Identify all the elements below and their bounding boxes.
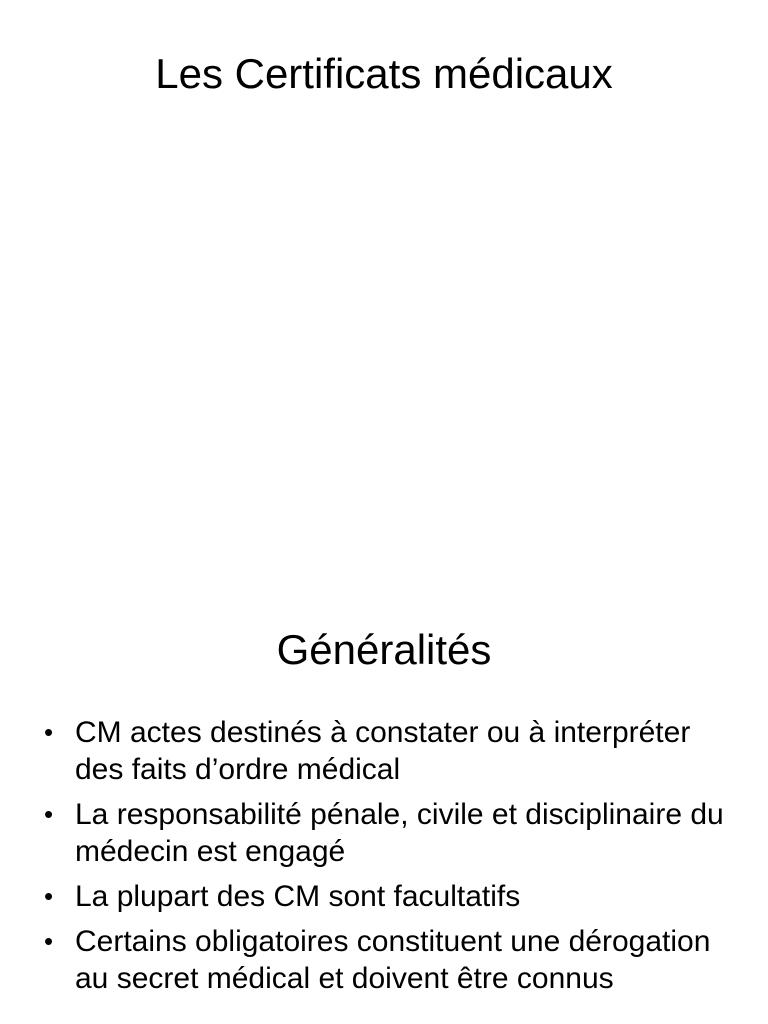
list-item xyxy=(44,714,744,788)
list-item-text: CM actes destinés à constater ou à interpréter des faits d’ordre médical xyxy=(75,716,691,786)
bullet-list xyxy=(44,714,744,1005)
section-title: Généralités xyxy=(276,626,492,673)
list-item xyxy=(44,878,744,915)
list-item xyxy=(44,796,744,870)
list-item-text: La responsabilité pénale, civile et disciplinaire du médecin est engagé xyxy=(75,798,724,868)
list-item-text: La plupart des CM sont facultatifs xyxy=(75,880,521,913)
bullet-icon: • xyxy=(44,881,54,911)
slide-title: Les Certificats médicaux xyxy=(155,50,613,97)
bullet-icon: • xyxy=(44,926,54,956)
bullet-icon: • xyxy=(44,717,54,747)
list-item xyxy=(44,923,744,997)
bullet-icon: • xyxy=(44,799,54,829)
list-item-text: Certains obligatoires constituent une dérogation au secret médical et doivent être connus xyxy=(75,925,711,995)
